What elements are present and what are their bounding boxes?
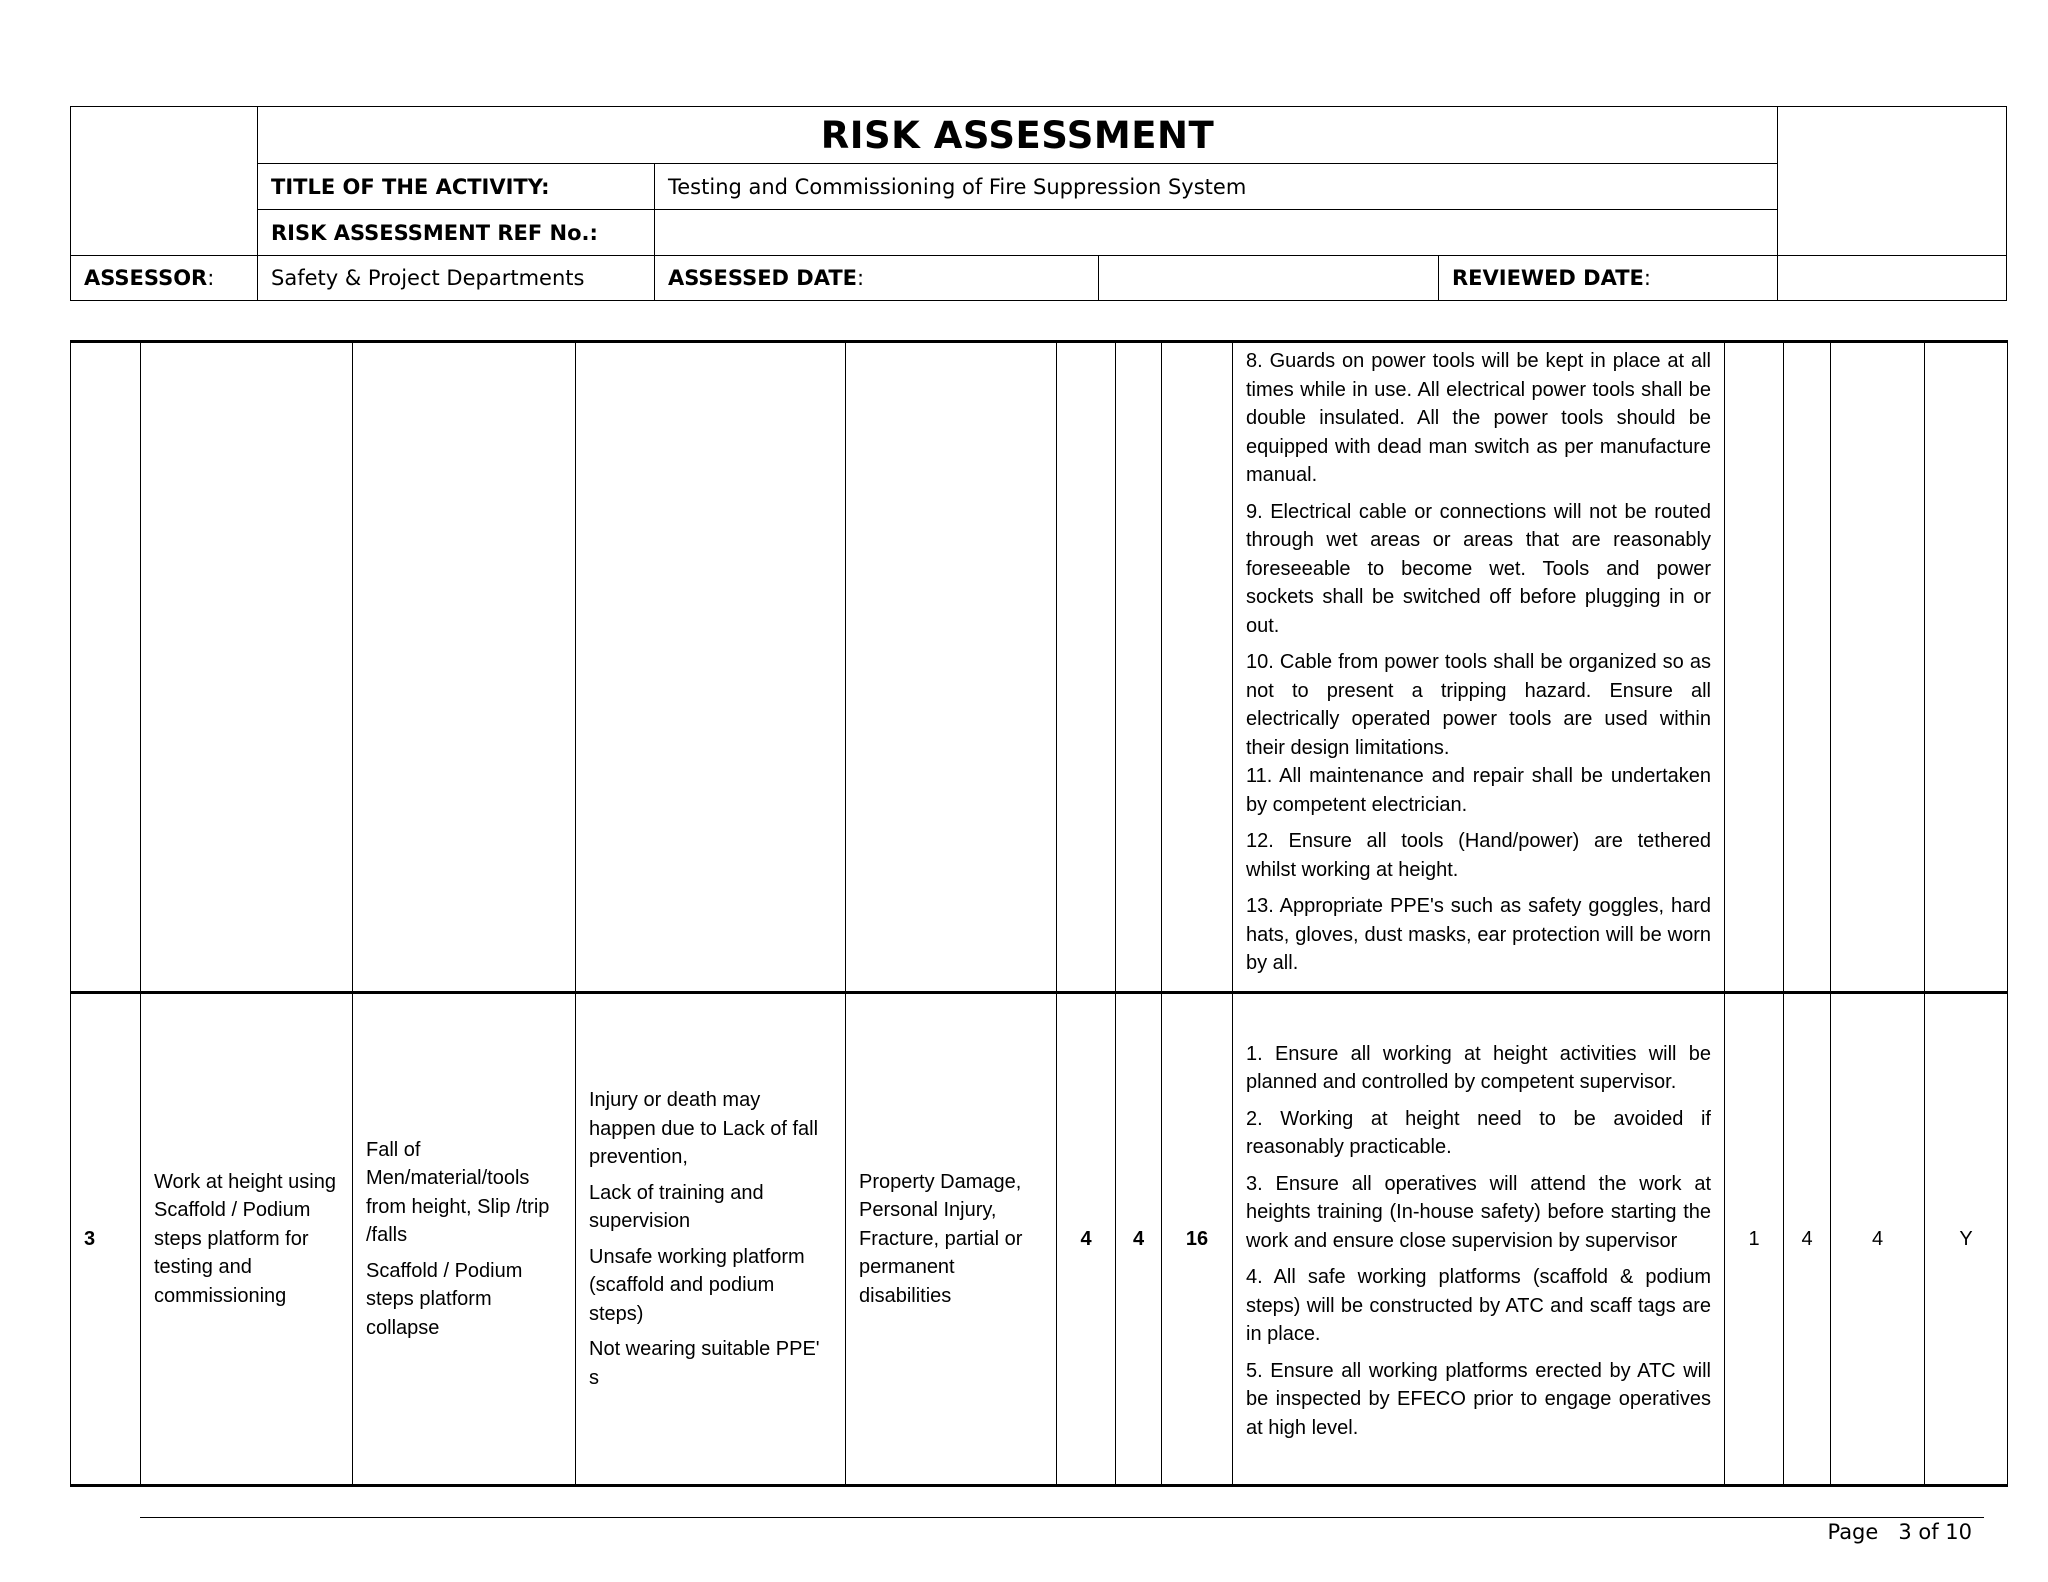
cause-item: Lack of training and supervision bbox=[589, 1181, 764, 1232]
cause-cell bbox=[576, 342, 846, 993]
likelihood-cell: 4 bbox=[1057, 993, 1116, 1486]
control-measure: 3. Ensure all operatives will attend the work at heights training (In-house safety) before starting the work and ensure close supervision by supervisor bbox=[1246, 1172, 1711, 1252]
reviewed-date-value bbox=[1778, 256, 2007, 301]
sn-cell bbox=[71, 342, 141, 993]
cause-item: Injury or death may happen due to Lack of fall prevention, bbox=[589, 1089, 819, 1168]
residual-severity-cell bbox=[1784, 342, 1831, 993]
hazard-item: Scaffold / Podium steps platform collapse bbox=[366, 1259, 523, 1339]
control-measure: 2. Working at height need to be avoided if reasonably practicable. bbox=[1246, 1107, 1711, 1159]
control-measure: 1. Ensure all working at height activities will be planned and controlled by competent supervisor. bbox=[1246, 1042, 1711, 1094]
reviewed-date-label: REVIEWED DATE bbox=[1452, 266, 1644, 290]
control-measures-cell bbox=[1233, 993, 1725, 1486]
assessor-colon: : bbox=[207, 266, 215, 290]
control-measure: 13. Appropriate PPE's such as safety goggles, hard hats, gloves, dust masks, ear protection will be worn by all. bbox=[1246, 895, 1711, 974]
hazard-item: Fall of Men/material/tools from height, Slip /trip /falls bbox=[366, 1138, 550, 1247]
ref-no-label: RISK ASSESSMENT REF No.: bbox=[258, 210, 655, 256]
severity-cell: 4 bbox=[1116, 993, 1162, 1486]
risk-cell bbox=[1162, 342, 1233, 993]
table-row bbox=[71, 342, 2008, 993]
likelihood-cell bbox=[1057, 342, 1116, 993]
assessor-label-cell bbox=[71, 256, 258, 301]
assessor-value: Safety & Project Departments bbox=[258, 256, 655, 301]
reviewed-date-colon: : bbox=[1643, 266, 1651, 290]
logo-cell-left bbox=[71, 107, 258, 256]
residual-risk-cell bbox=[1831, 342, 1925, 993]
table-row bbox=[71, 993, 2008, 1486]
assessed-date-label: ASSESSED DATE bbox=[668, 266, 858, 290]
activity-title-value: Testing and Commissioning of Fire Suppression System bbox=[655, 164, 1778, 210]
footer-divider bbox=[140, 1517, 1984, 1518]
logo-cell-right bbox=[1778, 107, 2007, 256]
page-number bbox=[1827, 1518, 1972, 1546]
assessed-date-value bbox=[1099, 256, 1439, 301]
acceptable-cell: Y bbox=[1925, 993, 2008, 1486]
control-measure: 11. All maintenance and repair shall be undertaken by competent electrician. bbox=[1246, 765, 1711, 816]
reviewed-date-label-cell bbox=[1439, 256, 1778, 301]
page-label: Page bbox=[1827, 1520, 1879, 1544]
header-table bbox=[70, 106, 2007, 301]
risk-cell: 16 bbox=[1162, 993, 1233, 1486]
residual-risk-cell: 4 bbox=[1831, 993, 1925, 1486]
control-measure: 12. Ensure all tools (Hand/power) are tethered whilst working at height. bbox=[1246, 830, 1711, 881]
activity-cell: Work at height using Scaffold / Podium steps platform for testing and commissioning bbox=[141, 993, 353, 1486]
control-measure: 9. Electrical cable or connections will not be routed through wet areas or areas that are reasonably foreseeable to become wet. Tools and power sockets shall be switched off before plugging in or out. bbox=[1246, 500, 1711, 637]
acceptable-cell bbox=[1925, 342, 2008, 993]
residual-likelihood-cell bbox=[1725, 342, 1784, 993]
assessed-date-label-cell bbox=[655, 256, 1099, 301]
residual-likelihood-cell: 1 bbox=[1725, 993, 1784, 1486]
sn-cell: 3 bbox=[71, 993, 141, 1486]
page-value: 3 of 10 bbox=[1898, 1520, 1972, 1544]
activity-title-label: TITLE OF THE ACTIVITY: bbox=[258, 164, 655, 210]
hazard-cell bbox=[353, 342, 576, 993]
cause-item: Not wearing suitable PPE' s bbox=[589, 1338, 820, 1389]
consequence-cell: Property Damage, Personal Injury, Fracture, partial or permanent disabilities bbox=[846, 993, 1057, 1486]
risk-table bbox=[70, 340, 2008, 1487]
ref-no-value bbox=[655, 210, 1778, 256]
assessed-date-colon: : bbox=[857, 266, 865, 290]
consequence-cell bbox=[846, 342, 1057, 993]
control-measure: 4. All safe working platforms (scaffold & podium steps) will be constructed by ATC and scaff tags are in place. bbox=[1246, 1266, 1711, 1346]
residual-severity-cell: 4 bbox=[1784, 993, 1831, 1486]
document-title: RISK ASSESSMENT bbox=[258, 107, 1778, 164]
control-measure: 5. Ensure all working platforms erected by ATC will be inspected by EFECO prior to engage operatives at high level. bbox=[1246, 1359, 1711, 1439]
assessor-label: ASSESSOR bbox=[84, 266, 208, 290]
activity-cell bbox=[141, 342, 353, 993]
cause-item: Unsafe working platform (scaffold and podium steps) bbox=[589, 1245, 805, 1325]
control-measures-cell bbox=[1233, 342, 1725, 993]
control-measure: 10. Cable from power tools shall be organized so as not to present a tripping hazard. Ensure all electrically operated power tools are used within their design limitations. bbox=[1246, 651, 1711, 759]
control-measure: 8. Guards on power tools will be kept in place at all times while in use. All electrical power tools shall be double insulated. All the power tools should be equipped with dead man switch as per manufacture manual. bbox=[1246, 350, 1711, 486]
severity-cell bbox=[1116, 342, 1162, 993]
hazard-cell bbox=[353, 993, 576, 1486]
cause-cell bbox=[576, 993, 846, 1486]
